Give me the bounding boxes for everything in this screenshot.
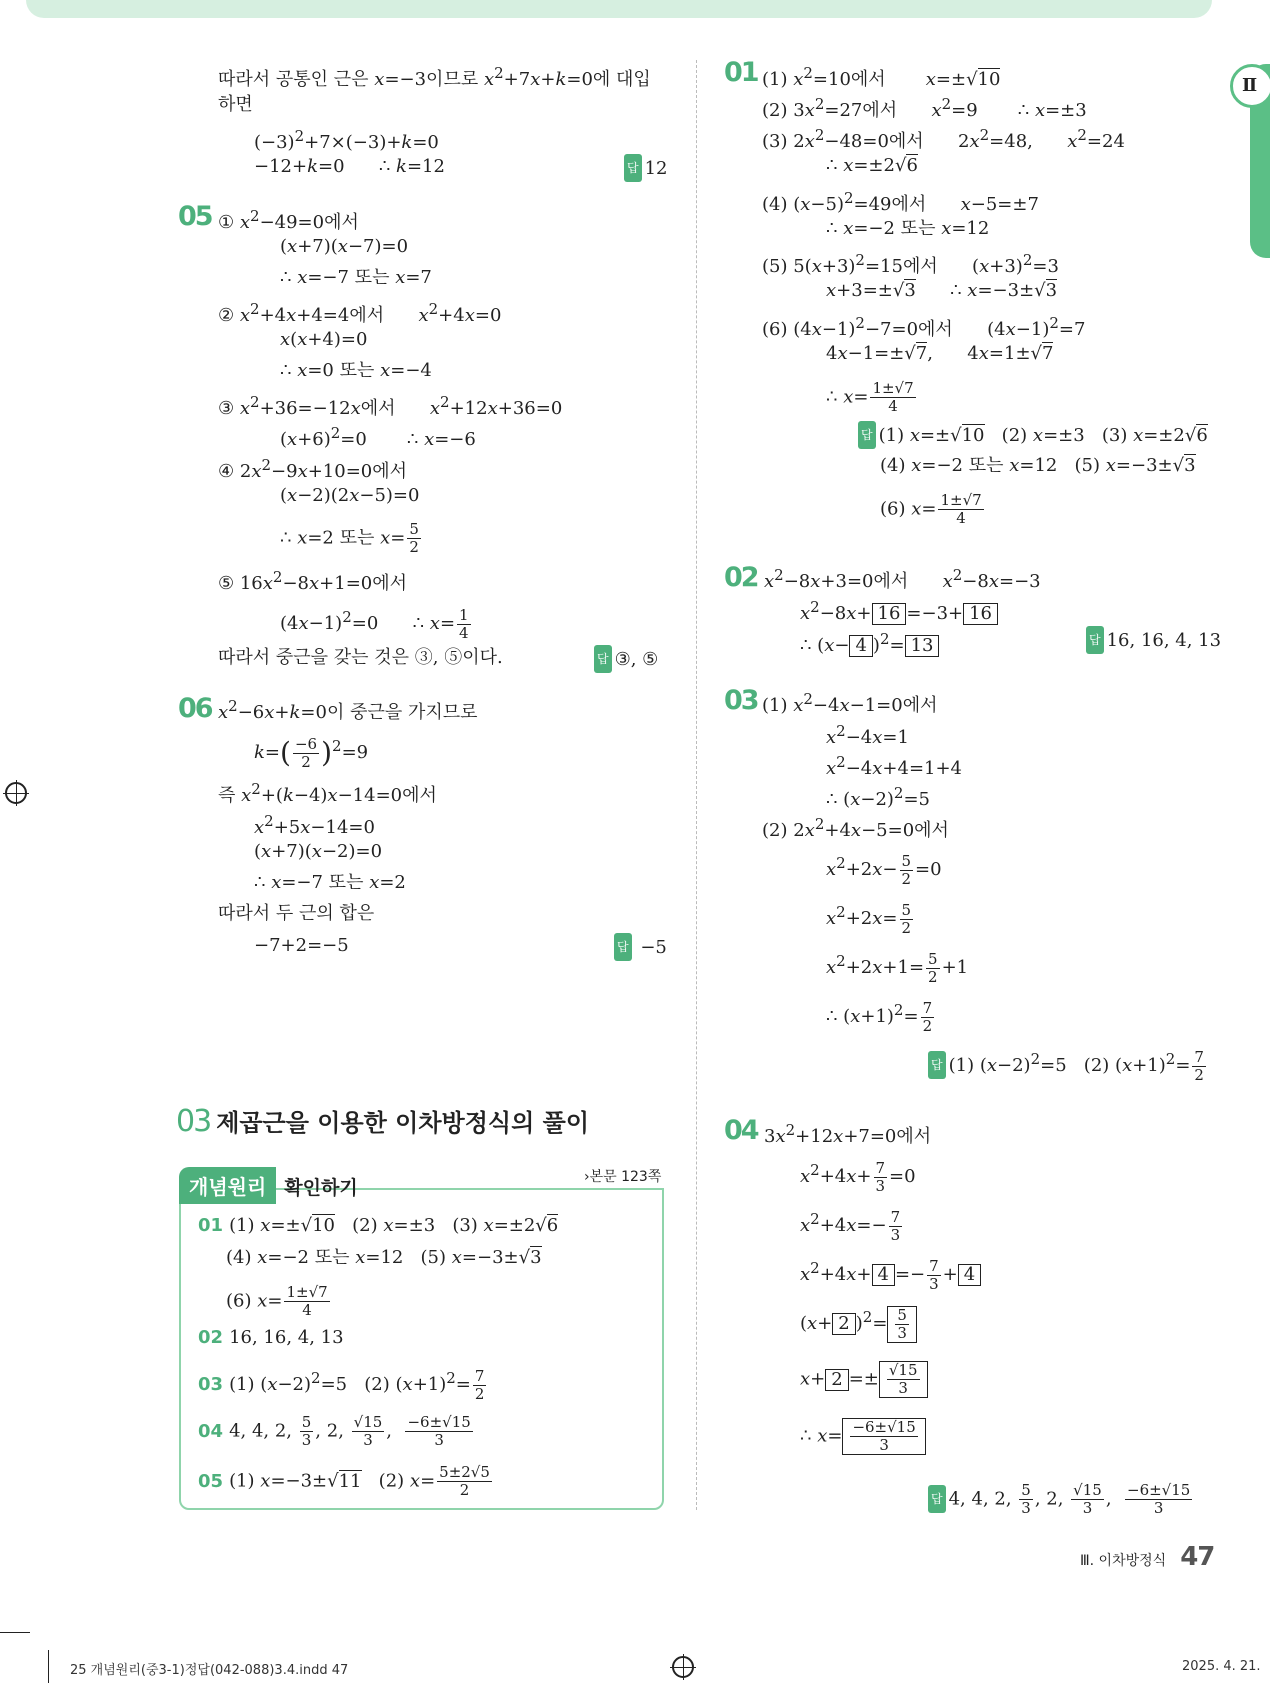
problem-number: 06	[178, 693, 212, 724]
top-header-bar	[26, 0, 1212, 18]
check-label: 확인하기	[284, 1177, 358, 1199]
page-footer	[1080, 1542, 1214, 1572]
crop-line	[48, 1650, 49, 1683]
problem-number: 03	[724, 685, 758, 716]
registration-mark	[672, 1656, 694, 1678]
problem-number: 01	[724, 57, 758, 88]
answer-mark: 답	[858, 421, 876, 449]
answer-mark: 답	[928, 1485, 946, 1513]
problem-number: 02	[724, 562, 758, 593]
chapter-tab-label: Ⅱ	[1230, 64, 1270, 108]
answer-mark: 답	[594, 645, 612, 673]
crop-line	[0, 1632, 30, 1633]
page-number: 47	[1180, 1542, 1215, 1572]
print-date: 2025. 4. 21.	[1182, 1659, 1261, 1674]
answer-mark: 답	[624, 154, 642, 182]
answer-mark: 답	[1086, 626, 1104, 654]
concept-check-header	[179, 1167, 366, 1204]
textbook-page-reference: ›본문 123쪽	[584, 1169, 662, 1185]
registration-mark	[5, 782, 27, 804]
problem-number: 04	[724, 1115, 758, 1146]
section-title: 03 제곱근을 이용한 이차방정식의 풀이	[176, 1104, 590, 1139]
file-info: 25 개념원리(중3-1)정답(042-088)3.4.indd 47	[70, 1663, 349, 1678]
concept-label: 개념원리	[179, 1167, 276, 1204]
answer-mark: 답	[614, 933, 632, 961]
chapter-name: Ⅲ. 이차방정식	[1080, 1553, 1167, 1569]
column-divider	[696, 60, 697, 1510]
section-number: 03	[176, 1104, 211, 1139]
problem-number: 05	[178, 201, 212, 232]
answer-mark: 답	[928, 1051, 946, 1079]
